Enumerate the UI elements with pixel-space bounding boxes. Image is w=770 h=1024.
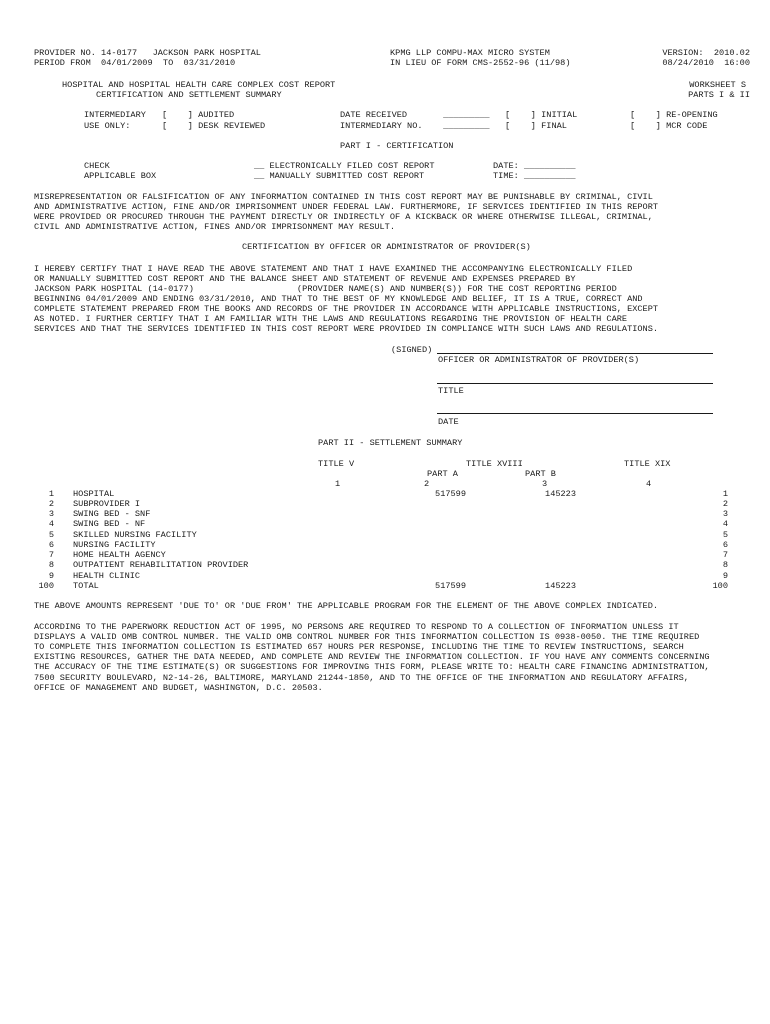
date-line[interactable] [437,413,713,414]
check-label: CHECK [84,161,110,171]
intermediary-label: INTERMEDIARY [84,110,146,120]
col-number-3: 3 [542,479,548,489]
form-lieu-line: IN LIEU OF FORM CMS-2552-96 (11/98) [390,58,571,68]
row-number-right: 9 [722,571,728,581]
row-label: HEALTH CLINIC [73,571,141,581]
settlement-note: THE ABOVE AMOUNTS REPRESENT 'DUE TO' OR 'DUE FROM' THE APPLICABLE PROGRAM FOR THE ELEMENT OF THE ABOVE COMPLEX INDICATED. [34,601,659,611]
warning-line: AND ADMINISTRATIVE ACTION, FINE AND/OR IMPRISONMENT UNDER FEDERAL LAW. FURTHERMORE, IF SERVICES IDENTIFIED IN THIS REPORT [34,202,659,212]
parts-label: PARTS I & II [688,90,750,100]
part-a-value: 517599 [435,489,466,499]
audited-checkbox[interactable]: [ ] AUDITED [162,110,235,120]
part1-heading: PART I - CERTIFICATION [340,141,454,151]
col-part-a: PART A [427,469,458,479]
row-number: 4 [48,519,54,529]
row-number: 5 [48,530,54,540]
statement-line: SERVICES AND THAT THE SERVICES IDENTIFIED IN THIS COST REPORT WERE PROVIDED IN COMPLIANCE WITH SUCH LAWS AND REGULATIONS. [34,324,659,334]
col-title-xviii: TITLE XVIII [466,459,523,469]
statement-line: I HEREBY CERTIFY THAT I HAVE READ THE ABOVE STATEMENT AND THAT I HAVE EXAMINED THE ACCOMPANYING ELECTRONICALLY FILED [34,264,633,274]
mcr-code-checkbox[interactable]: [ ] MCR CODE [630,121,708,131]
col-number-4: 4 [646,479,652,489]
paperwork-line: EXISTING RESOURCES, GATHER THE DATA NEEDED, AND COMPLETE AND REVIEW THE INFORMATION COLLECTION. IF YOU HAVE ANY COMMENTS CONCERNING [34,652,710,662]
col-title-v: TITLE V [318,459,355,469]
period-line: PERIOD FROM 04/01/2009 TO 03/31/2010 [34,58,236,68]
row-number-right: 7 [722,550,728,560]
paperwork-line: DISPLAYS A VALID OMB CONTROL NUMBER. THE VALID OMB CONTROL NUMBER FOR THIS INFORMATION COLLECTION IS 0938-0050. THE TIME REQUIRED [34,632,700,642]
part2-heading: PART II - SETTLEMENT SUMMARY [318,438,463,448]
certification-heading: CERTIFICATION BY OFFICER OR ADMINISTRATOR OF PROVIDER(S) [242,242,531,252]
row-label: HOME HEALTH AGENCY [73,550,166,560]
paperwork-line: ACCORDING TO THE PAPERWORK REDUCTION ACT OF 1995, NO PERSONS ARE REQUIRED TO RESPOND TO A COLLECTION OF INFORMATION UNLESS IT [34,622,679,632]
warning-line: WERE PROVIDED OR PROCURED THROUGH THE PAYMENT DIRECTLY OR INDIRECTLY OF A KICKBACK OR WHERE OTHERWISE ILLEGAL, CRIMINAL, [34,212,653,222]
warning-line: CIVIL AND ADMINISTRATIVE ACTION, FINES AND/OR IMPRISONMENT MAY RESULT. [34,222,395,232]
manual-submitted-option[interactable]: __ MANUALLY SUBMITTED COST REPORT [254,171,425,181]
row-number-right: 3 [722,509,728,519]
row-number: 1 [48,489,54,499]
row-label: SWING BED - NF [73,519,146,529]
applicable-box-label: APPLICABLE BOX [84,171,157,181]
part-b-value: 145223 [545,489,576,499]
row-number-right: 8 [722,560,728,570]
col-title-xix: TITLE XIX [624,459,671,469]
col-number-2: 2 [424,479,430,489]
row-label: TOTAL [73,581,99,591]
row-number-right: 5 [722,530,728,540]
row-label: NURSING FACILITY [73,540,156,550]
intermediary-no-field[interactable]: INTERMEDIARY NO. _________ [ ] FINAL [340,121,567,131]
row-label: SKILLED NURSING FACILITY [73,530,197,540]
statement-line: BEGINNING 04/01/2009 AND ENDING 03/31/2010, AND THAT TO THE BEST OF MY KNOWLEDGE AND BELIEF, IT IS A TRUE, CORRECT AND [34,294,643,304]
statement-line: AS NOTED. I FURTHER CERTIFY THAT I AM FAMILIAR WITH THE LAWS AND REGULATIONS REGARDING THE PROVISION OF HEALTH CARE [34,314,628,324]
statement-line: OR MANUALLY SUBMITTED COST REPORT AND THE BALANCE SHEET AND STATEMENT OF REVENUE AND EXPENSES PREPARED BY [34,274,576,284]
row-label: SUBPROVIDER I [73,499,141,509]
row-number: 7 [48,550,54,560]
desk-reviewed-checkbox[interactable]: [ ] DESK REVIEWED [162,121,266,131]
report-title: HOSPITAL AND HOSPITAL HEALTH CARE COMPLEX COST REPORT [62,80,336,90]
date-field[interactable]: DATE: __________ [493,161,576,171]
row-number-right: 2 [722,499,728,509]
row-number: 9 [48,571,54,581]
part-a-value: 517599 [435,581,466,591]
paperwork-line: THE ACCURACY OF THE TIME ESTIMATE(S) OR SUGGESTIONS FOR IMPROVING THIS FORM, PLEASE WRITE TO: HEALTH CARE FINANCING ADMINISTRATION, [34,662,710,672]
paperwork-line: OFFICE OF MANAGEMENT AND BUDGET, WASHINGTON, D.C. 20503. [34,683,323,693]
provider-line: PROVIDER NO. 14-0177 JACKSON PARK HOSPITAL [34,48,261,58]
paperwork-line: TO COMPLETE THIS INFORMATION COLLECTION IS ESTIMATED 657 HOURS PER RESPONSE, INCLUDING THE TIME TO REVIEW INSTRUCTIONS, SEARCH [34,642,684,652]
date-received-field[interactable]: DATE RECEIVED _________ [ ] INITIAL [340,110,578,120]
title-label: TITLE [438,386,464,396]
col-number-1: 1 [335,479,341,489]
reopening-checkbox[interactable]: [ ] RE-OPENING [630,110,718,120]
part-b-value: 145223 [545,581,576,591]
date-label: DATE [438,417,459,427]
signed-label: (SIGNED) [391,345,433,355]
row-number: 2 [48,499,54,509]
time-field[interactable]: TIME: __________ [493,171,576,181]
report-subtitle: CERTIFICATION AND SETTLEMENT SUMMARY [96,90,282,100]
worksheet-label: WORKSHEET S [689,80,746,90]
paperwork-line: 7500 SECURITY BOULEVARD, N2-14-26, BALTIMORE, MARYLAND 21244-1850, AND TO THE OFFICE OF THE INFORMATION AND REGULATORY AFFAIRS, [34,673,689,683]
title-line[interactable] [437,383,713,384]
datetime-line: 08/24/2010 16:00 [662,58,750,68]
system-line: KPMG LLP COMPU-MAX MICRO SYSTEM [390,48,550,58]
signature-line[interactable] [437,353,713,354]
col-part-b: PART B [525,469,556,479]
statement-line: COMPLETE STATEMENT PREPARED FROM THE BOOKS AND RECORDS OF THE PROVIDER IN ACCORDANCE WITH APPLICABLE INSTRUCTIONS, EXCEPT [34,304,659,314]
row-number: 6 [48,540,54,550]
row-number-right: 1 [722,489,728,499]
row-number-right: 100 [712,581,728,591]
row-number: 3 [48,509,54,519]
officer-label: OFFICER OR ADMINISTRATOR OF PROVIDER(S) [438,355,640,365]
row-label: HOSPITAL [73,489,115,499]
statement-line: JACKSON PARK HOSPITAL (14-0177) (PROVIDER NAME(S) AND NUMBER(S)) FOR THE COST REPORTING PERIOD [34,284,617,294]
row-number-right: 4 [722,519,728,529]
use-only-label: USE ONLY: [84,121,131,131]
row-label: OUTPATIENT REHABILITATION PROVIDER [73,560,249,570]
electronic-filed-option[interactable]: __ ELECTRONICALLY FILED COST REPORT [254,161,435,171]
warning-line: MISREPRESENTATION OR FALSIFICATION OF ANY INFORMATION CONTAINED IN THIS COST REPORT MAY BE PUNISHABLE BY CRIMINAL, CIVIL [34,192,653,202]
row-number: 8 [48,560,54,570]
row-number: 100 [38,581,54,591]
version-line: VERSION: 2010.02 [662,48,750,58]
row-label: SWING BED - SNF [73,509,151,519]
row-number-right: 6 [722,540,728,550]
